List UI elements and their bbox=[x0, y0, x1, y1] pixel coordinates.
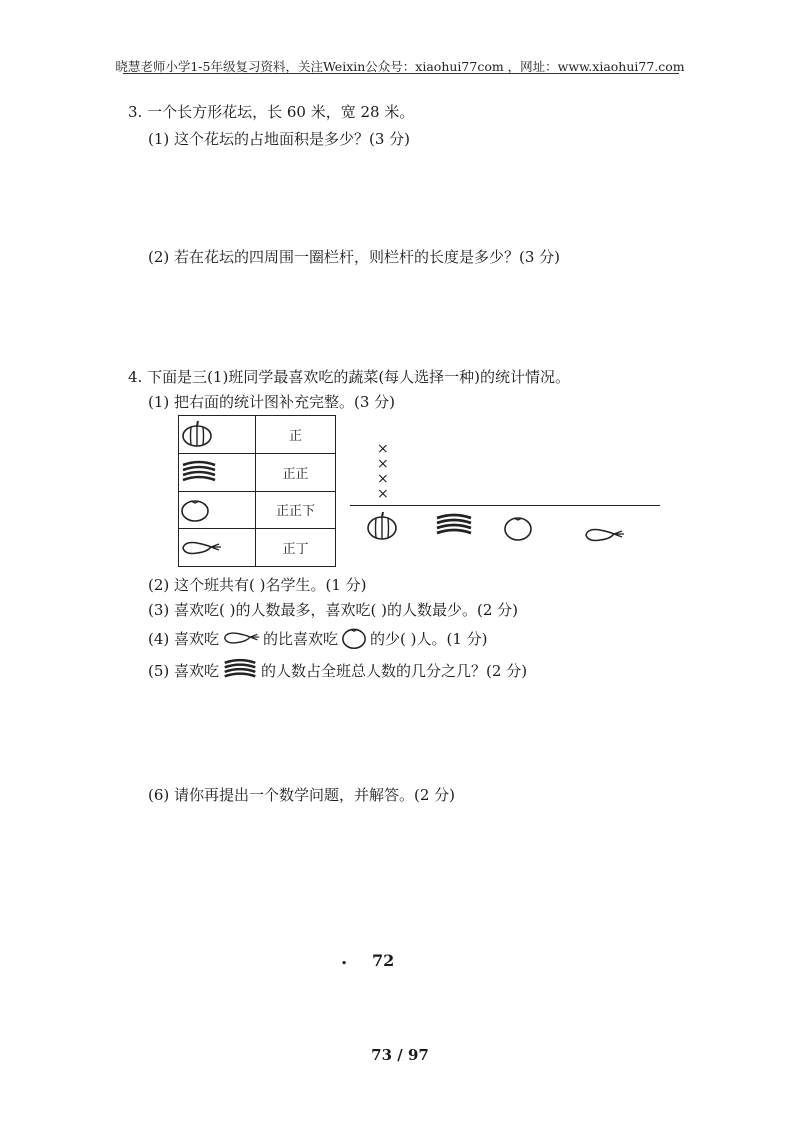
q3-title: 3. 一个长方形花坛，长 60 米，宽 28 米。 bbox=[128, 103, 415, 121]
q4-part4 bbox=[148, 626, 488, 650]
chart-x-mark: × bbox=[377, 456, 389, 472]
tally-table bbox=[178, 415, 336, 567]
tally-marks: 正丁 bbox=[256, 529, 336, 567]
chart-x-mark: × bbox=[377, 486, 389, 502]
q3-part2: (2) 若在花坛的四周围一圈栏杆，则栏杆的长度是多少？(3 分) bbox=[148, 248, 561, 266]
q4-part5 bbox=[148, 657, 527, 683]
q4-part3: (3) 喜欢吃( )的人数最多，喜欢吃( )的人数最少。(2 分) bbox=[148, 601, 518, 619]
q4-part4-text-a: (4) 喜欢吃 bbox=[148, 629, 220, 648]
q4-part4-text-b: 的比喜欢吃 bbox=[263, 629, 339, 648]
tally-marks: 正正下 bbox=[256, 491, 336, 529]
eggplant-icon bbox=[179, 529, 256, 567]
page-header: 晓慧老师小学1-5年级复习资料，关注Weixin公众号：xiaohui77com ，网址：www.xiaohui77.com bbox=[115, 59, 685, 74]
tally-row bbox=[179, 491, 336, 529]
page-number-inner: 72 bbox=[372, 951, 395, 970]
q4-part1: (1) 把右面的统计图补充完整。(3 分) bbox=[148, 393, 396, 411]
tally-marks: 正正 bbox=[256, 453, 336, 491]
q4-part5-text-a: (5) 喜欢吃 bbox=[148, 661, 220, 680]
q4-title: 4. 下面是三(1)班同学最喜欢吃的蔬菜(每人选择一种)的统计情况。 bbox=[128, 368, 571, 386]
tomato-icon bbox=[340, 626, 368, 650]
tomato-icon bbox=[502, 514, 534, 542]
tally-marks: 正 bbox=[256, 416, 336, 454]
q4-part4-text-c: 的少( )人。(1 分) bbox=[370, 629, 488, 648]
chart-baseline bbox=[350, 505, 660, 506]
eggplant-icon bbox=[582, 524, 626, 546]
cabbage-icon bbox=[434, 512, 474, 540]
tomato-icon bbox=[179, 491, 256, 529]
tally-row bbox=[179, 529, 336, 567]
page-counter: 73 / 97 bbox=[371, 1046, 429, 1064]
q4-part5-text-b: 的人数占全班总人数的几分之几？(2 分) bbox=[261, 661, 528, 680]
cabbage-icon bbox=[222, 657, 258, 683]
pumpkin-icon bbox=[179, 416, 256, 454]
q3-part1: (1) 这个花坛的占地面积是多少？(3 分) bbox=[148, 130, 411, 148]
tally-row bbox=[179, 453, 336, 491]
cabbage-icon bbox=[179, 453, 256, 491]
q4-part6: (6) 请你再提出一个数学问题，并解答。(2 分) bbox=[148, 786, 456, 804]
q4-part2: (2) 这个班共有( )名学生。(1 分) bbox=[148, 576, 367, 594]
header-divider bbox=[123, 73, 679, 74]
chart-x-mark: × bbox=[377, 471, 389, 487]
footer-dot: . bbox=[341, 948, 348, 969]
eggplant-icon bbox=[221, 628, 261, 648]
tally-row bbox=[179, 416, 336, 454]
pumpkin-icon bbox=[364, 511, 400, 541]
chart-x-mark: × bbox=[377, 441, 389, 457]
